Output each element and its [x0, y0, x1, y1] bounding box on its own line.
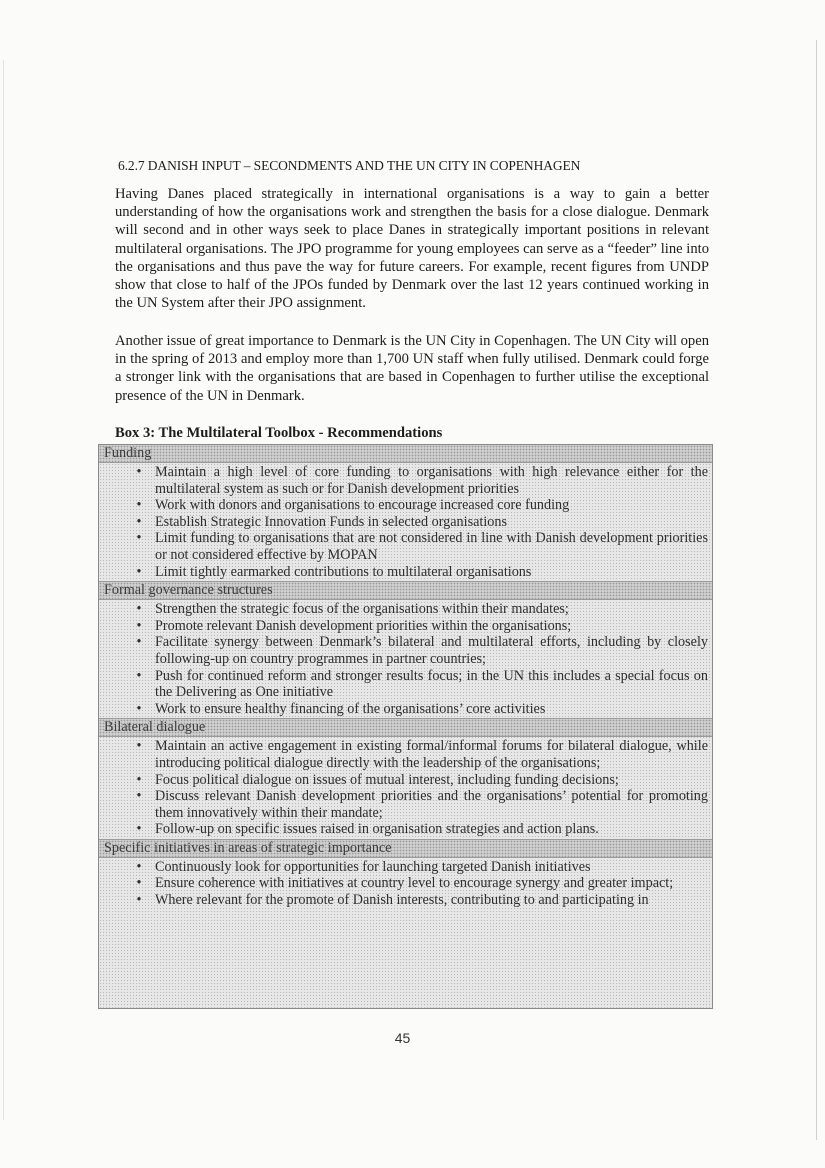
bullet-icon: • [136, 858, 142, 875]
bullet-list [99, 737, 712, 839]
bullet-icon: • [136, 601, 142, 618]
list-item [99, 875, 712, 892]
list-item [99, 601, 712, 618]
recommendations-box [98, 444, 713, 1009]
bullet-icon: • [136, 821, 142, 838]
bullet-icon: • [136, 738, 142, 755]
list-item [99, 788, 712, 821]
list-item [99, 859, 712, 876]
bullet-icon: • [136, 497, 142, 514]
list-item-text: Maintain an active engagement in existing formal/informal forums for bilateral dialogue, while introducing political dialogue directly with the leadership of the organisations; [155, 738, 708, 771]
bullet-icon: • [136, 788, 142, 805]
scan-edge-right [816, 40, 817, 1140]
list-item [99, 530, 712, 563]
list-item-text: Maintain a high level of core funding to organisations with high relevance either for the multilateral system as such or for Danish development priorities [155, 464, 708, 497]
list-item-text: Facilitate synergy between Denmark’s bilateral and multilateral efforts, including by closely following-up on country programmes in partner countries; [155, 634, 708, 667]
bullet-icon: • [136, 617, 142, 634]
box-title: Box 3: The Multilateral Toolbox - Recommendations [115, 425, 443, 441]
list-item-text: Follow-up on specific issues raised in organisation strategies and action plans. [155, 821, 599, 838]
list-item-text: Push for continued reform and stronger results focus; in the UN this includes a special focus on the Delivering as One initiative [155, 667, 708, 701]
list-item [99, 668, 712, 701]
list-item [99, 564, 712, 581]
bullet-icon: • [136, 563, 142, 580]
paragraph-secondments: Having Danes placed strategically in international organisations is a way to gain a better understanding of how the organisations work and strengthen the basis for a close dialogue. Denmark will second and in other ways seek to place Danes in strategically important positions in relevant multilateral organisations. The JPO programme for young employees can serve as a “feeder” line into the organisations and thus pave the way for future careers. For example, recent figures from UNDP show that close to half of the JPOs funded by Denmark over the last 12 years continued working in the UN System after their JPO assignment. [115, 186, 709, 312]
bullet-icon: • [136, 530, 142, 547]
list-item [99, 738, 712, 771]
bullet-icon: • [136, 634, 142, 651]
list-item-text: Continuously look for opportunities for launching targeted Danish initiatives [155, 858, 591, 875]
bullet-icon: • [136, 464, 142, 480]
list-item-text: Establish Strategic Innovation Funds in selected organisations [155, 513, 508, 530]
section-heading: 6.2.7 DANISH INPUT – SECONDMENTS AND THE UN CITY IN COPENHAGEN [118, 158, 581, 173]
category-heading-bilateral-dialogue: Bilateral dialogue [99, 718, 712, 737]
list-item [99, 634, 712, 667]
bullet-icon: • [136, 700, 142, 717]
list-item-text: Discuss relevant Danish development priorities and the organisations’ potential for promoting them innovatively within their mandate; [155, 788, 708, 821]
list-item [99, 701, 712, 718]
list-item [99, 514, 712, 531]
bullet-list [99, 463, 712, 581]
page-number: 45 [394, 1030, 411, 1046]
bullet-icon: • [136, 513, 142, 530]
list-item [99, 821, 712, 838]
list-item-text: Promote relevant Danish development priorities within the organisations; [155, 617, 572, 634]
category-heading-specific-initiatives-in-areas-of-strategic-importance: Specific initiatives in areas of strategic importance [99, 839, 712, 858]
list-item [99, 772, 712, 789]
list-item-text: Limit tightly earmarked contributions to multilateral organisations [155, 563, 532, 580]
category-heading-funding: Funding [99, 445, 712, 463]
paragraph-un-city: Another issue of great importance to Denmark is the UN City in Copenhagen. The UN City will open in the spring of 2013 and employ more than 1,700 UN staff when fully utilised. Denmark could forge a stronger link with the organisations that are based in Copenhagen to further utilise the exceptional presence of the UN in Denmark. [115, 333, 709, 404]
bullet-icon: • [136, 667, 142, 684]
list-item-text: Limit funding to organisations that are not considered in line with Danish development priorities or not considered effective by MOPAN [155, 530, 708, 563]
list-item-text: Focus political dialogue on issues of mutual interest, including funding decisions; [155, 771, 619, 788]
category-heading-formal-governance-structures: Formal governance structures [99, 581, 712, 600]
list-item-text: Where relevant for the promote of Danish interests, contributing to and participating in [155, 892, 649, 909]
list-item [99, 497, 712, 514]
bullet-list [99, 858, 712, 910]
list-item-text: Strengthen the strategic focus of the organisations within their mandates; [155, 601, 569, 618]
list-item [99, 464, 712, 497]
list-item-text: Work to ensure healthy financing of the organisations’ core activities [155, 700, 546, 717]
list-item [99, 892, 712, 909]
list-item-text: Work with donors and organisations to encourage increased core funding [155, 497, 570, 514]
list-item [99, 618, 712, 635]
scan-edge-left [3, 60, 4, 1120]
list-item-text: Ensure coherence with initiatives at country level to encourage synergy and greater impact; [155, 875, 674, 892]
bullet-icon: • [136, 892, 142, 909]
bullet-icon: • [136, 771, 142, 788]
bullet-list [99, 600, 712, 718]
bullet-icon: • [136, 875, 142, 892]
